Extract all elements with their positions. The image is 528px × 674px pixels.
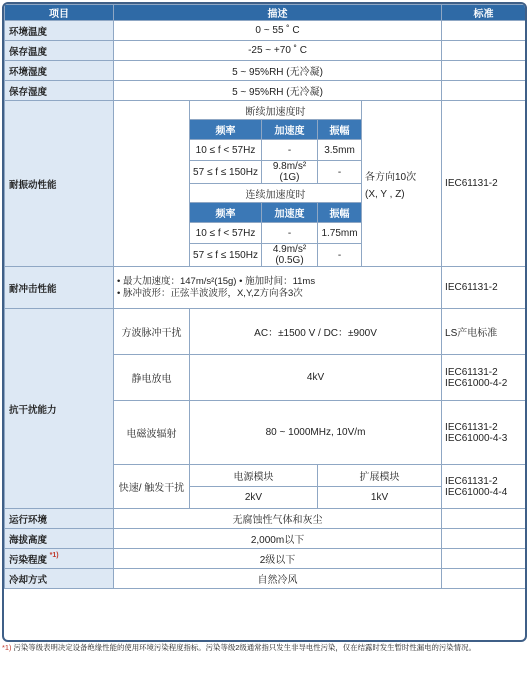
env-value: -25 ~ +70 ˚ C <box>114 41 442 61</box>
misc-label: 冷却方式 <box>5 569 114 589</box>
spec-table <box>4 4 526 589</box>
shock-std: IEC61131-2 <box>442 267 526 309</box>
fast-col1-head: 电源模块 <box>190 465 318 487</box>
fast-std <box>442 465 526 509</box>
vibration-continuous-title: 连续加速度时 <box>190 184 362 203</box>
vibration-direction-line1: 各方向10次 <box>365 171 417 183</box>
misc-value: 自然冷风 <box>114 569 442 589</box>
header-item: 项目 <box>5 5 114 21</box>
misc-value: 2,000m以下 <box>114 529 442 549</box>
misc-label <box>5 549 114 569</box>
vib-accel: 4.9m/s² (0.5G) <box>262 244 318 267</box>
vib-amp: - <box>318 244 362 267</box>
vibration-direction-line2: (X, Y , Z) <box>365 188 405 200</box>
shock-line1: • 最大加速度：147m/s²(15g) • 施加时间：11ms <box>117 275 316 287</box>
noise-std2: IEC61000-4-3 <box>445 432 508 444</box>
noise-std2: IEC61000-4-2 <box>445 377 508 389</box>
vib-amp: 3.5mm <box>318 140 362 161</box>
env-value: 5 ~ 95%RH (无冷凝) <box>114 81 442 101</box>
noise-name: 电磁波辐射 <box>114 401 190 465</box>
footnote <box>2 643 524 653</box>
misc-label: 海拔高度 <box>5 529 114 549</box>
noise-std1: LS产电标准 <box>445 328 498 339</box>
vib-accel: - <box>262 223 318 244</box>
fast-col2-head: 扩展模块 <box>318 465 442 487</box>
env-label: 环境湿度 <box>5 61 114 81</box>
vib-freq: 10 ≤ f < 57Hz <box>190 223 262 244</box>
env-label: 保存温度 <box>5 41 114 61</box>
footnote-mark: *1) <box>49 551 59 559</box>
env-value: 5 ~ 95%RH (无冷凝) <box>114 61 442 81</box>
vib-amp: - <box>318 161 362 184</box>
env-label: 环境温度 <box>5 21 114 41</box>
spec-table-frame <box>2 2 527 642</box>
fast-transient-name: 快速/ 触发干扰 <box>114 465 190 509</box>
env-std <box>442 41 526 61</box>
fast-col2-val: 1kV <box>318 487 442 509</box>
shock-desc <box>114 267 442 309</box>
footnote-mark: *1) <box>2 643 12 652</box>
vib-amp: 1.75mm <box>318 223 362 244</box>
misc-value: 无腐蚀性气体和灰尘 <box>114 509 442 529</box>
fast-col1-val: 2kV <box>190 487 318 509</box>
vib-col-amp: 振幅 <box>318 120 362 140</box>
noise-std1: IEC61131-2 <box>445 366 498 378</box>
vib-freq: 57 ≤ f ≤ 150Hz <box>190 161 262 184</box>
vib-col-amp: 振幅 <box>318 203 362 223</box>
vib-accel: 9.8m/s² (1G) <box>262 161 318 184</box>
misc-std <box>442 549 526 569</box>
noise-std1: IEC61131-2 <box>445 421 498 433</box>
noise-value: AC：±1500 V / DC：±900V <box>190 309 442 355</box>
env-std <box>442 81 526 101</box>
header-desc: 描述 <box>114 5 442 21</box>
noise-label: 抗干扰能力 <box>5 309 114 509</box>
env-std <box>442 61 526 81</box>
fast-std1: IEC61131-2 <box>445 475 498 487</box>
fast-std2: IEC61000-4-4 <box>445 486 508 498</box>
shock-label: 耐冲击性能 <box>5 267 114 309</box>
misc-value: 2级以下 <box>114 549 442 569</box>
noise-std <box>442 355 526 401</box>
noise-value: 4kV <box>190 355 442 401</box>
vibration-intermittent-title: 断续加速度时 <box>190 101 362 120</box>
misc-std <box>442 529 526 549</box>
noise-name: 静电放电 <box>114 355 190 401</box>
shock-line2: • 脉冲波形：正弦半波波形，X,Y,Z方向各3次 <box>117 287 303 299</box>
vib-col-accel: 加速度 <box>262 120 318 140</box>
misc-std <box>442 569 526 589</box>
misc-std <box>442 509 526 529</box>
env-label: 保存湿度 <box>5 81 114 101</box>
env-std <box>442 21 526 41</box>
noise-std <box>442 309 526 355</box>
noise-value: 80 ~ 1000MHz, 10V/m <box>190 401 442 465</box>
vib-freq: 57 ≤ f ≤ 150Hz <box>190 244 262 267</box>
vibration-direction <box>362 101 442 267</box>
vib-col-freq: 频率 <box>190 203 262 223</box>
noise-std <box>442 401 526 465</box>
misc-label: 运行环境 <box>5 509 114 529</box>
vib-col-freq: 频率 <box>190 120 262 140</box>
vib-freq: 10 ≤ f < 57Hz <box>190 140 262 161</box>
misc-label-text: 污染程度 <box>9 554 48 566</box>
vib-col-accel: 加速度 <box>262 203 318 223</box>
header-std: 标准 <box>442 5 526 21</box>
vibration-spacer <box>114 101 190 267</box>
vibration-std: IEC61131-2 <box>442 101 526 267</box>
noise-name: 方波脉冲干扰 <box>114 309 190 355</box>
vibration-label: 耐振动性能 <box>5 101 114 267</box>
footnote-text: 污染等级表明决定设备绝缘性能的使用环境污染程度指标。污染等级2级通常指只发生非导电性污染，仅在结露时发生暂时性漏电的污染情况。 <box>11 643 476 652</box>
vib-accel: - <box>262 140 318 161</box>
env-value: 0 ~ 55 ˚ C <box>114 21 442 41</box>
